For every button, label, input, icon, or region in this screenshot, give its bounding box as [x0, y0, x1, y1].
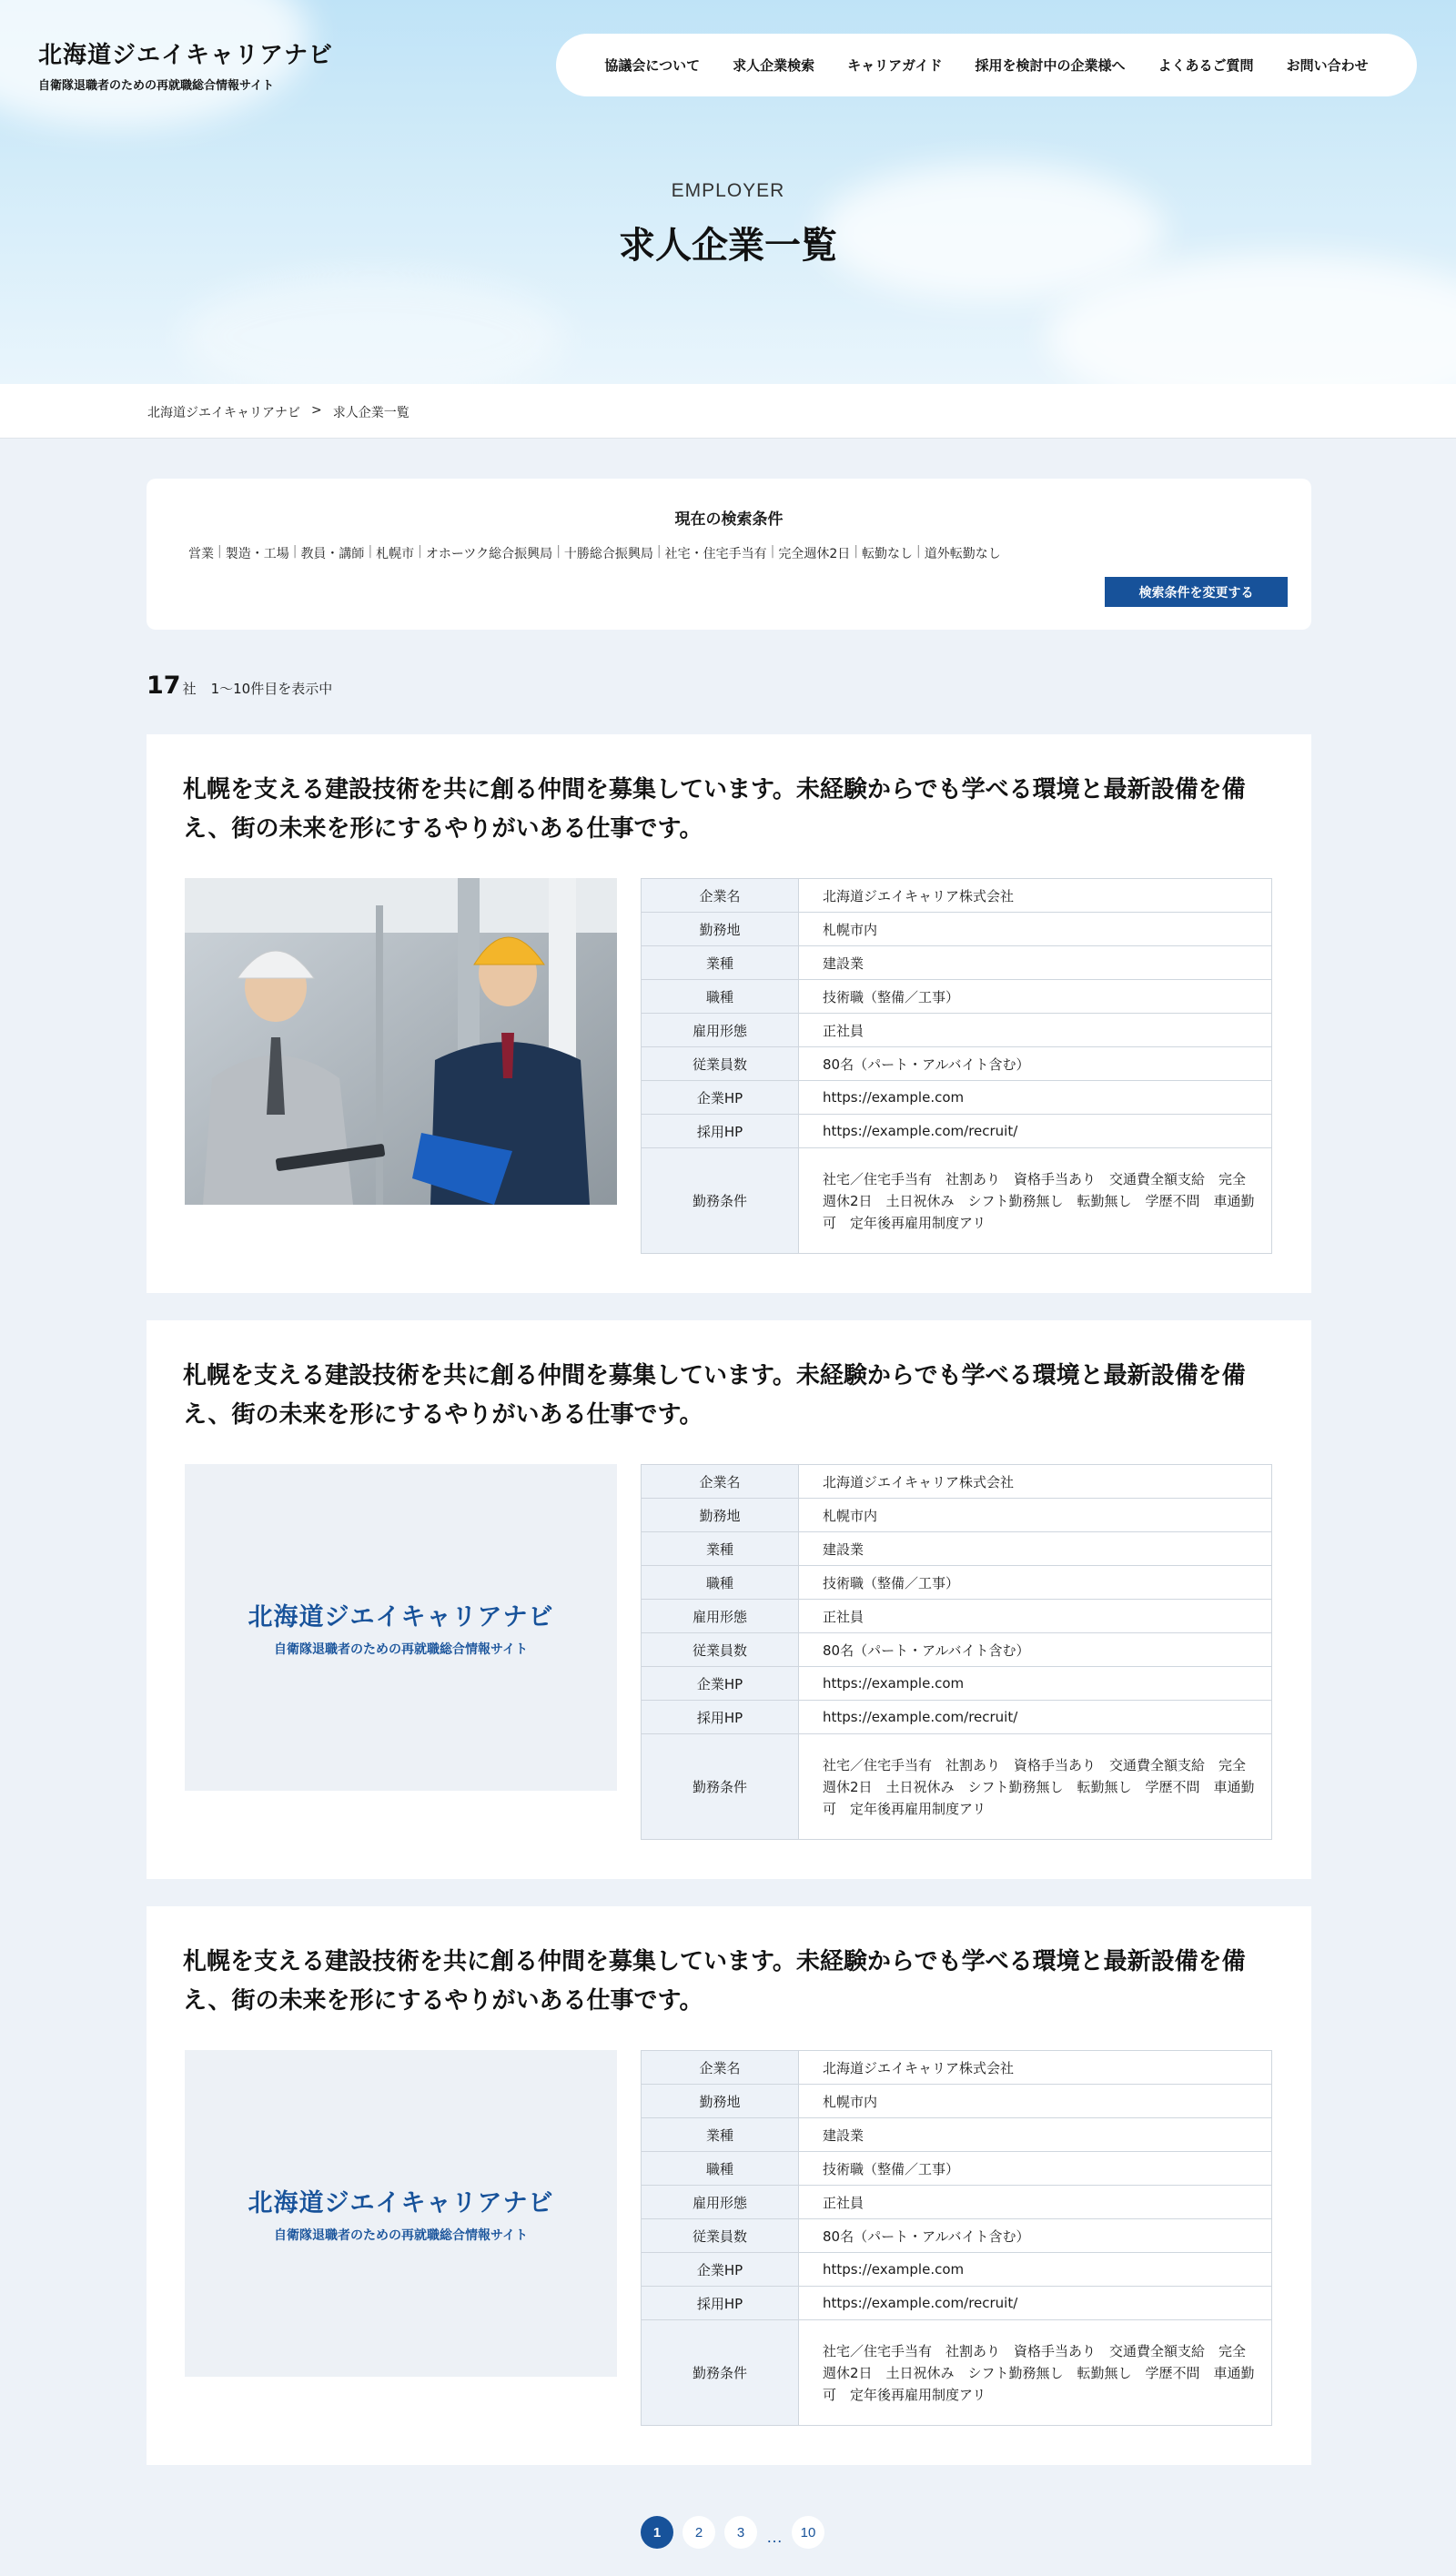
logo-title: 北海道ジエイキャリアナビ	[38, 42, 334, 69]
result-range: 1〜10件目を表示中	[210, 681, 333, 697]
label-company: 企業名	[642, 879, 799, 913]
site-logo[interactable]	[38, 36, 333, 93]
logo-subtitle: 自衛隊退職者のための再就職総合情報サイト	[38, 79, 275, 93]
job-card-title[interactable]: 札幌を支える建設技術を共に創る仲間を募集しています。未経験からでも学べる環境と最新設備を備え、街の未来を形にするやりがいある仕事です。	[183, 1362, 1246, 1429]
value-employees: 80名（パート・アルバイト含む）	[799, 1633, 1272, 1667]
result-count	[147, 672, 332, 700]
search-conditions-tags	[188, 544, 1001, 562]
label-employment: 雇用形態	[642, 1014, 799, 1047]
nav-contact[interactable]: お問い合わせ	[1286, 57, 1369, 74]
label-industry: 業種	[642, 946, 799, 980]
tag-separator: |	[770, 544, 775, 559]
tag-separator: |	[368, 544, 373, 559]
label-hp: 企業HP	[642, 2253, 799, 2287]
label-recruit-hp: 採用HP	[642, 1701, 799, 1734]
company-info-table	[641, 1464, 1272, 1840]
nav-about[interactable]: 協議会について	[604, 57, 701, 74]
logo-placeholder	[185, 2050, 617, 2377]
search-condition-tag: オホーツク総合振興局	[425, 547, 553, 561]
breadcrumb-bar	[0, 384, 1456, 439]
label-industry: 業種	[642, 1532, 799, 1566]
logo-placeholder	[185, 1464, 617, 1791]
label-conditions: 勤務条件	[642, 1734, 799, 1840]
search-condition-tag: 札幌市	[376, 547, 415, 561]
value-industry: 建設業	[799, 2118, 1272, 2152]
search-conditions-panel	[147, 479, 1311, 630]
job-card-title[interactable]: 札幌を支える建設技術を共に創る仲間を募集しています。未経験からでも学べる環境と最新設備を備え、街の未来を形にするやりがいある仕事です。	[183, 1948, 1246, 2015]
page-1-button[interactable]: 1	[641, 2516, 673, 2549]
value-industry: 建設業	[799, 946, 1272, 980]
value-recruit-hp[interactable]: https://example.com/recruit/	[799, 2287, 1272, 2320]
page-title: 求人企業一覧	[619, 225, 837, 267]
tag-separator: |	[915, 544, 921, 559]
job-card[interactable]	[147, 1320, 1311, 1879]
value-hp[interactable]: https://example.com	[799, 1081, 1272, 1115]
value-location: 札幌市内	[799, 913, 1272, 946]
breadcrumb-separator: >	[311, 403, 322, 418]
change-search-button[interactable]: 検索条件を変更する	[1105, 577, 1288, 607]
breadcrumb-home[interactable]: 北海道ジエイキャリアナビ	[147, 406, 300, 420]
placeholder-logo-subtitle: 自衛隊退職者のための再就職総合情報サイト	[273, 1642, 529, 1657]
nav-faq[interactable]: よくあるご質問	[1158, 57, 1254, 74]
cloud-decoration	[182, 273, 564, 384]
value-conditions: 社宅／住宅手当有 社割あり 資格手当あり 交通費全額支給 完全週休2日 土日祝休み シフト勤務無し 転勤無し 学歴不問 車通勤可 定年後再雇用制度アリ	[799, 2320, 1272, 2426]
search-condition-tag: 十勝総合振興局	[563, 547, 653, 561]
tag-separator: |	[292, 544, 298, 559]
value-industry: 建設業	[799, 1532, 1272, 1566]
value-recruit-hp[interactable]: https://example.com/recruit/	[799, 1115, 1272, 1148]
job-card[interactable]	[147, 1906, 1311, 2465]
global-nav	[556, 34, 1417, 96]
value-job: 技術職（整備／工事）	[799, 2152, 1272, 2186]
label-conditions: 勤務条件	[642, 2320, 799, 2426]
placeholder-logo-subtitle: 自衛隊退職者のための再就職総合情報サイト	[273, 2228, 529, 2243]
job-card[interactable]	[147, 734, 1311, 1293]
company-image	[185, 1464, 617, 1791]
value-employment: 正社員	[799, 1014, 1272, 1047]
label-employment: 雇用形態	[642, 2186, 799, 2219]
tag-separator: |	[217, 544, 222, 559]
hero-header	[0, 0, 1456, 384]
value-employees: 80名（パート・アルバイト含む）	[799, 1047, 1272, 1081]
value-company: 北海道ジエイキャリア株式会社	[799, 1465, 1272, 1499]
value-conditions: 社宅／住宅手当有 社割あり 資格手当あり 交通費全額支給 完全週休2日 土日祝休み シフト勤務無し 転勤無し 学歴不問 車通勤可 定年後再雇用制度アリ	[799, 1148, 1272, 1254]
label-company: 企業名	[642, 2051, 799, 2085]
value-company: 北海道ジエイキャリア株式会社	[799, 2051, 1272, 2085]
value-employees: 80名（パート・アルバイト含む）	[799, 2219, 1272, 2253]
label-hp: 企業HP	[642, 1667, 799, 1701]
tag-separator: |	[418, 544, 422, 559]
hero-en-label: EMPLOYER	[671, 180, 785, 201]
label-recruit-hp: 採用HP	[642, 1115, 799, 1148]
job-card-title[interactable]: 札幌を支える建設技術を共に創る仲間を募集しています。未経験からでも学べる環境と最新設備を備え、街の未来を形にするやりがいある仕事です。	[183, 776, 1246, 843]
search-condition-tag: 道外転勤なし	[924, 547, 1001, 561]
search-condition-tag: 製造・工場	[225, 547, 289, 561]
nav-job-search[interactable]: 求人企業検索	[733, 57, 815, 74]
tag-separator: |	[854, 544, 858, 559]
label-conditions: 勤務条件	[642, 1148, 799, 1254]
tag-separator: |	[656, 544, 662, 559]
page-last-button[interactable]: 10	[792, 2516, 824, 2549]
value-hp[interactable]: https://example.com	[799, 1667, 1272, 1701]
nav-for-employers[interactable]: 採用を検討中の企業様へ	[975, 57, 1126, 74]
search-condition-tag: 教員・講師	[300, 547, 365, 561]
label-employees: 従業員数	[642, 2219, 799, 2253]
label-employment: 雇用形態	[642, 1600, 799, 1633]
result-count-number: 17	[147, 672, 181, 700]
value-location: 札幌市内	[799, 1499, 1272, 1532]
pagination	[641, 2516, 824, 2549]
label-job: 職種	[642, 2152, 799, 2186]
company-image	[185, 2050, 617, 2377]
page-2-button[interactable]: 2	[682, 2516, 715, 2549]
label-location: 勤務地	[642, 913, 799, 946]
placeholder-logo-title: 北海道ジエイキャリアナビ	[248, 2189, 554, 2217]
search-condition-tag: 転勤なし	[861, 547, 913, 561]
company-info-table	[641, 878, 1272, 1254]
nav-career-guide[interactable]: キャリアガイド	[847, 57, 943, 74]
value-job: 技術職（整備／工事）	[799, 980, 1272, 1014]
label-job: 職種	[642, 1566, 799, 1600]
workers-photo	[185, 878, 617, 1205]
value-job: 技術職（整備／工事）	[799, 1566, 1272, 1600]
value-employment: 正社員	[799, 2186, 1272, 2219]
search-condition-tag: 社宅・住宅手当有	[664, 547, 767, 561]
value-employment: 正社員	[799, 1600, 1272, 1633]
label-industry: 業種	[642, 2118, 799, 2152]
placeholder-logo-title: 北海道ジエイキャリアナビ	[248, 1603, 554, 1631]
result-count-unit: 社	[182, 681, 197, 697]
label-employees: 従業員数	[642, 1047, 799, 1081]
search-condition-tag: 営業	[188, 547, 214, 561]
company-info-table	[641, 2050, 1272, 2426]
label-hp: 企業HP	[642, 1081, 799, 1115]
tag-separator: |	[556, 544, 561, 559]
label-location: 勤務地	[642, 1499, 799, 1532]
page-3-button[interactable]: 3	[724, 2516, 757, 2549]
value-conditions: 社宅／住宅手当有 社割あり 資格手当あり 交通費全額支給 完全週休2日 土日祝休み シフト勤務無し 転勤無し 学歴不問 車通勤可 定年後再雇用制度アリ	[799, 1734, 1272, 1840]
label-employees: 従業員数	[642, 1633, 799, 1667]
label-recruit-hp: 採用HP	[642, 2287, 799, 2320]
value-company: 北海道ジエイキャリア株式会社	[799, 879, 1272, 913]
search-condition-tag: 完全週休2日	[778, 547, 851, 561]
label-location: 勤務地	[642, 2085, 799, 2118]
label-company: 企業名	[642, 1465, 799, 1499]
label-job: 職種	[642, 980, 799, 1014]
company-image	[185, 878, 617, 1205]
breadcrumb-current: 求人企業一覧	[332, 406, 410, 420]
value-hp[interactable]: https://example.com	[799, 2253, 1272, 2287]
pagination-ellipsis: …	[766, 2528, 783, 2546]
value-recruit-hp[interactable]: https://example.com/recruit/	[799, 1701, 1272, 1734]
search-conditions-title: 現在の検索条件	[674, 510, 784, 529]
value-location: 札幌市内	[799, 2085, 1272, 2118]
breadcrumb	[147, 403, 410, 421]
